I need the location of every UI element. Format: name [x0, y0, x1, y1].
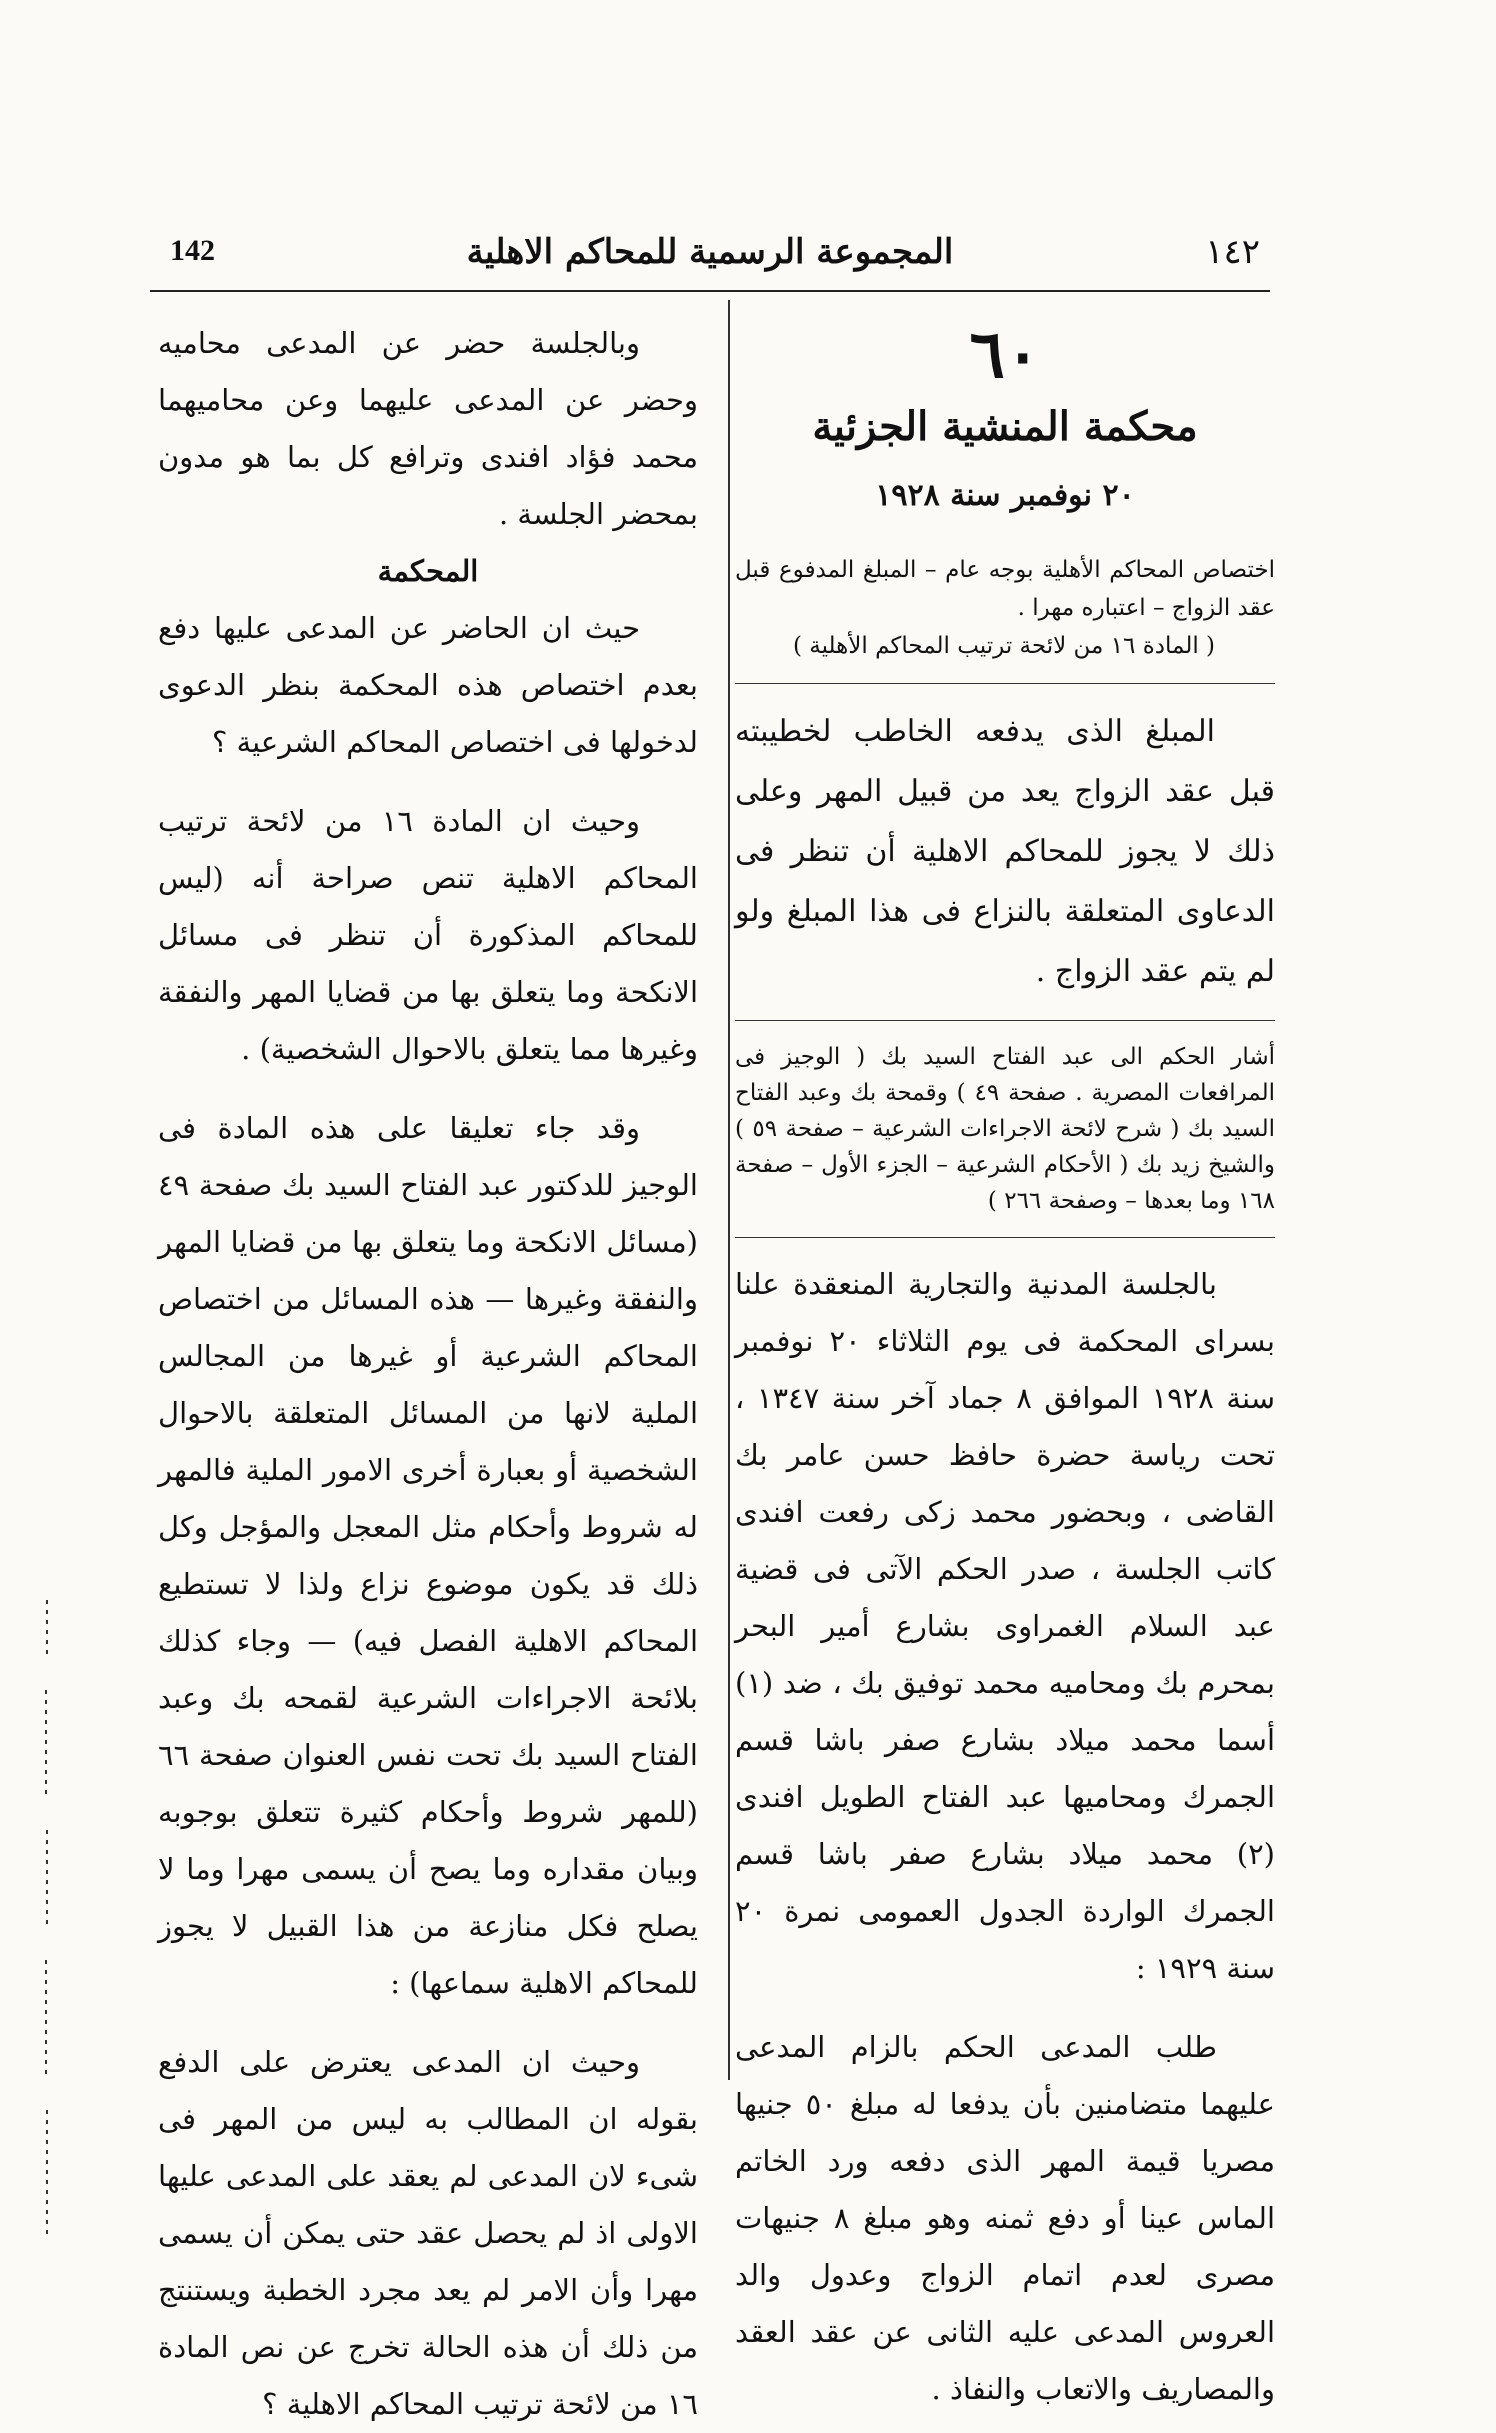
reference-note: أشار الحكم الى عبد الفتاح السيد بك ( الوجيز فى المرافعات المصرية . صفحة ٤٩ ) وقمحة بك وعبد الفتاح السيد بك ( شرح لائحة الاجراءات الشرعية – صفحة ٥٩ ) والشيخ زيد بك ( الأحكام الشرعية – الجزء الأول – صفحة ١٦٨ وما بعدها – وصفحة ٢٦٦ ) — [735, 1044, 1275, 1214]
paragraph: طلب المدعى الحكم بالزام المدعى عليهما متضامنين بأن يدفعا له مبلغ ٥٠ جنيها مصريا قيمة المهر الذى دفعه ورد الخاتم الماس عينا أو دفع ثمنه وهو مبلغ ٨ جنيهات مصرى لعدم اتمام الزواج وعدول والد العروس المدعى عليه الثانى عن عقد العقد والمصاريف والاتعاب والنفاذ . — [735, 2030, 1276, 2406]
section-heading: المحكمة — [377, 554, 479, 588]
keywords — [735, 551, 1275, 665]
right-column — [735, 315, 1275, 2418]
keywords-text: اختصاص المحاكم الأهلية بوجه عام – المبلغ المدفوع قبل عقد الزواج – اعتباره مهرا . — [735, 557, 1275, 621]
section-rule — [735, 1237, 1275, 1238]
page-header — [160, 232, 1260, 282]
paragraph: حيث ان الحاضر عن المدعى عليها دفع بعدم اختصاص هذه المحكمة بنظر الدعوى لدخولها فى اختصاص المحاكم الشرعية ؟ — [158, 611, 698, 759]
binding-edge-mark — [44, 1600, 50, 2240]
column-divider — [728, 300, 730, 2080]
judgment-date: ٢٠ نوفمبر سنة ١٩٢٨ — [875, 478, 1135, 513]
paragraph: وحيث ان المدعى يعترض على الدفع بقوله ان المطالب به ليس من المهر فى شىء لان المدعى لم يعقد على المدعى عليها الاولى اذ لم يحصل عقد حتى يمكن أن يسمى مهرا وأن الامر لم يعد مجرد الخطبة ويستنتج من ذلك أن هذه الحالة تخرج عن نص المادة ١٦ من لائحة ترتيب المحاكم الاهلية ؟ — [158, 2045, 698, 2421]
section-rule — [735, 683, 1275, 684]
header-rule — [150, 290, 1270, 292]
keywords-reference: ( المادة ١٦ من لائحة ترتيب المحاكم الأهلية ) — [792, 633, 1215, 659]
left-column — [158, 315, 698, 2433]
paragraph: بالجلسة المدنية والتجارية المنعقدة علنا بسراى المحكمة فى يوم الثلاثاء ٢٠ نوفمبر سنة ١٩٢٨ الموافق ٨ جماد آخر سنة ١٣٤٧ ، تحت رياسة حضرة حافظ حسن عامر بك القاضى ، وبحضور محمد زكى رفعت افندى كاتب الجلسة ، صدر الحكم الآتى فى قضية عبد السلام الغمراوى بشارع أمير البحر بمحرم بك ومحاميه محمد توفيق بك ، ضد (١) أسما محمد ميلاد بشارع صفر باشا قسم الجمرك ومحاميها عبد الفتاح الطويل افندى (٢) محمد ميلاد بشارع صفر باشا قسم الجمرك الواردة الجدول العمومى نمرة ٢٠ سنة ١٩٢٩ : — [735, 1267, 1275, 1985]
page-number: 142 — [170, 234, 215, 267]
section-rule — [735, 1020, 1275, 1021]
legal-principle: المبلغ الذى يدفعه الخاطب لخطيبته قبل عقد الزواج يعد من قبيل المهر وعلى ذلك لا يجوز للمحاكم الاهلية أن تنظر فى الدعاوى المتعلقة بالنزاع فى هذا المبلغ ولو لم يتم عقد الزواج . — [735, 714, 1275, 989]
court-name: محكمة المنشية الجزئية — [812, 403, 1198, 450]
page-number-arabic: ١٤٢ — [1205, 232, 1260, 272]
case-number: ٦٠ — [969, 315, 1041, 393]
paragraph: وقد جاء تعليقا على هذه المادة فى الوجيز للدكتور عبد الفتاح السيد بك صفحة ٤٩ (مسائل الانكحة وما يتعلق بها من قضايا المهر والنفقة وغيرها — هذه المسائل من اختصاص المحاكم الشرعية أو غيرها من المجالس الملية لانها من المسائل المتعلقة بالاحوال الشخصية أو بعبارة أخرى الامور الملية فالمهر له شروط وأحكام مثل المعجل والمؤجل وكل ذلك قد يكون موضوع نزاع ولذا لا تستطيع المحاكم الاهلية الفصل فيه) — وجاء كذلك بلائحة الاجراءات الشرعية لقمحه بك وعبد الفتاح السيد بك تحت نفس العنوان صفحة ٦٦ (للمهر شروط وأحكام كثيرة تتعلق بوجوبه وبيان مقداره وما يصح أن يسمى مهرا وما لا يصلح فكل منازعة من هذا القبيل لا يجوز للمحاكم الاهلية سماعها) : — [158, 1111, 698, 2000]
paragraph: وبالجلسة حضر عن المدعى محاميه وحضر عن المدعى عليهما وعن محاميهما محمد فؤاد افندى وترافع كل بما هو مدون بمحضر الجلسة . — [158, 326, 698, 531]
running-title: المجموعة الرسمية للمحاكم الاهلية — [466, 232, 954, 272]
paragraph: وحيث ان المادة ١٦ من لائحة ترتيب المحاكم الاهلية تنص صراحة أنه (ليس للمحاكم المذكورة أن تنظر فى مسائل الانكحة وما يتعلق بها من قضايا المهر والنفقة وغيرها مما يتعلق بالاحوال الشخصية) . — [158, 804, 698, 1066]
